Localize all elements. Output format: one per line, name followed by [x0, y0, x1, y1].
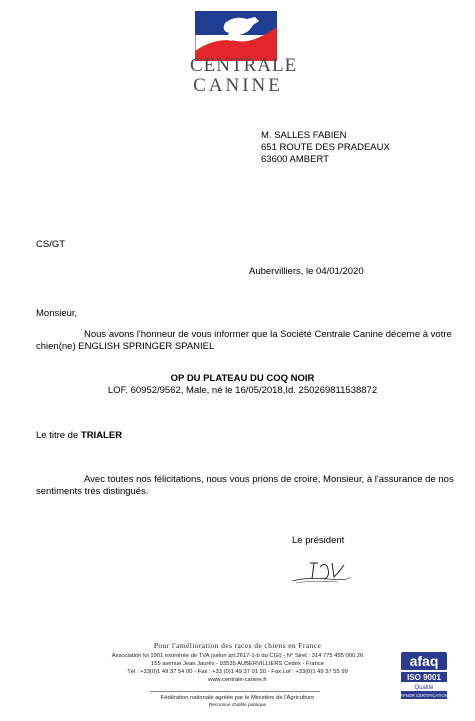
afaq-qualite: Qualité: [414, 685, 434, 691]
intro-line-1: Nous avons l'honneur de vous informer que la Société Centrale Canine décerne à votre: [84, 329, 452, 340]
reference: CS/GT: [36, 239, 66, 250]
closing-line-1: Avec toutes nos félicitations, nous vous prions de croire, Monsieur, à l'assurance de nos: [84, 474, 454, 485]
title-prefix: Le titre de: [36, 430, 79, 441]
afaq-name: afaq: [409, 653, 439, 669]
place-date: Aubervilliers, le 04/01/2020: [249, 266, 364, 277]
brand-line-1: CENTRALE: [190, 55, 298, 76]
footer-line-1: Association loi 1901 exonérée de TVA (selon art.2617-1-b du CGI) - N° Siret : 314 775 495 000 26: [111, 653, 364, 659]
footer-divider: [150, 691, 320, 692]
footer-line-3: Tél : +33(0)1 49 37 54 00 - Fax : +33 (0)1 49 37 01 20 - Fax Lof : +33(0)1 49 37 55 99: [127, 669, 348, 675]
footer-heading: Pour l'amélioration des races de chiens en France: [153, 641, 322, 650]
signature-image: [288, 557, 352, 587]
recipient-street: 651 ROUTE DES PRADEAUX: [261, 142, 390, 153]
recipient-name: M. SALLES FABIEN: [261, 130, 347, 141]
intro-line-2: chien(ne) ENGLISH SPRINGER SPANIEL: [36, 341, 215, 352]
salutation: Monsieur,: [36, 308, 78, 319]
title-value: TRIALER: [80, 430, 123, 441]
footer-federation-2: Reconnue d'utilité publique: [208, 703, 267, 708]
footer-line-2: 155 avenue Jean Jaurès - 93535 AUBERVILLIERS Cedex - France: [151, 661, 324, 667]
afaq-iso-logo: [399, 651, 449, 701]
closing-line-2: sentiments très distingués.: [36, 486, 149, 497]
dog-details: LOF. 60952/9562, Male, né le 16/05/2018,Id. 250269811538872: [107, 385, 378, 396]
footer-federation-1: Fédération nationale agréée par le Ministère de l'Agriculture: [160, 695, 315, 701]
dog-name: OP DU PLATEAU DU COQ NOIR: [170, 373, 315, 384]
afaq-iso: ISO 9001: [407, 673, 441, 682]
centrale-canine-logo: [195, 11, 277, 61]
title-line: [36, 430, 122, 442]
brand-line-2: CANINE: [193, 75, 283, 96]
recipient-city: 63600 AMBERT: [261, 154, 329, 165]
afaq-cert: AFNOR CERTIFICATION: [400, 693, 448, 698]
signatory: Le président: [292, 535, 345, 546]
footer-website[interactable]: www.centrale-canine.fr: [208, 677, 267, 683]
